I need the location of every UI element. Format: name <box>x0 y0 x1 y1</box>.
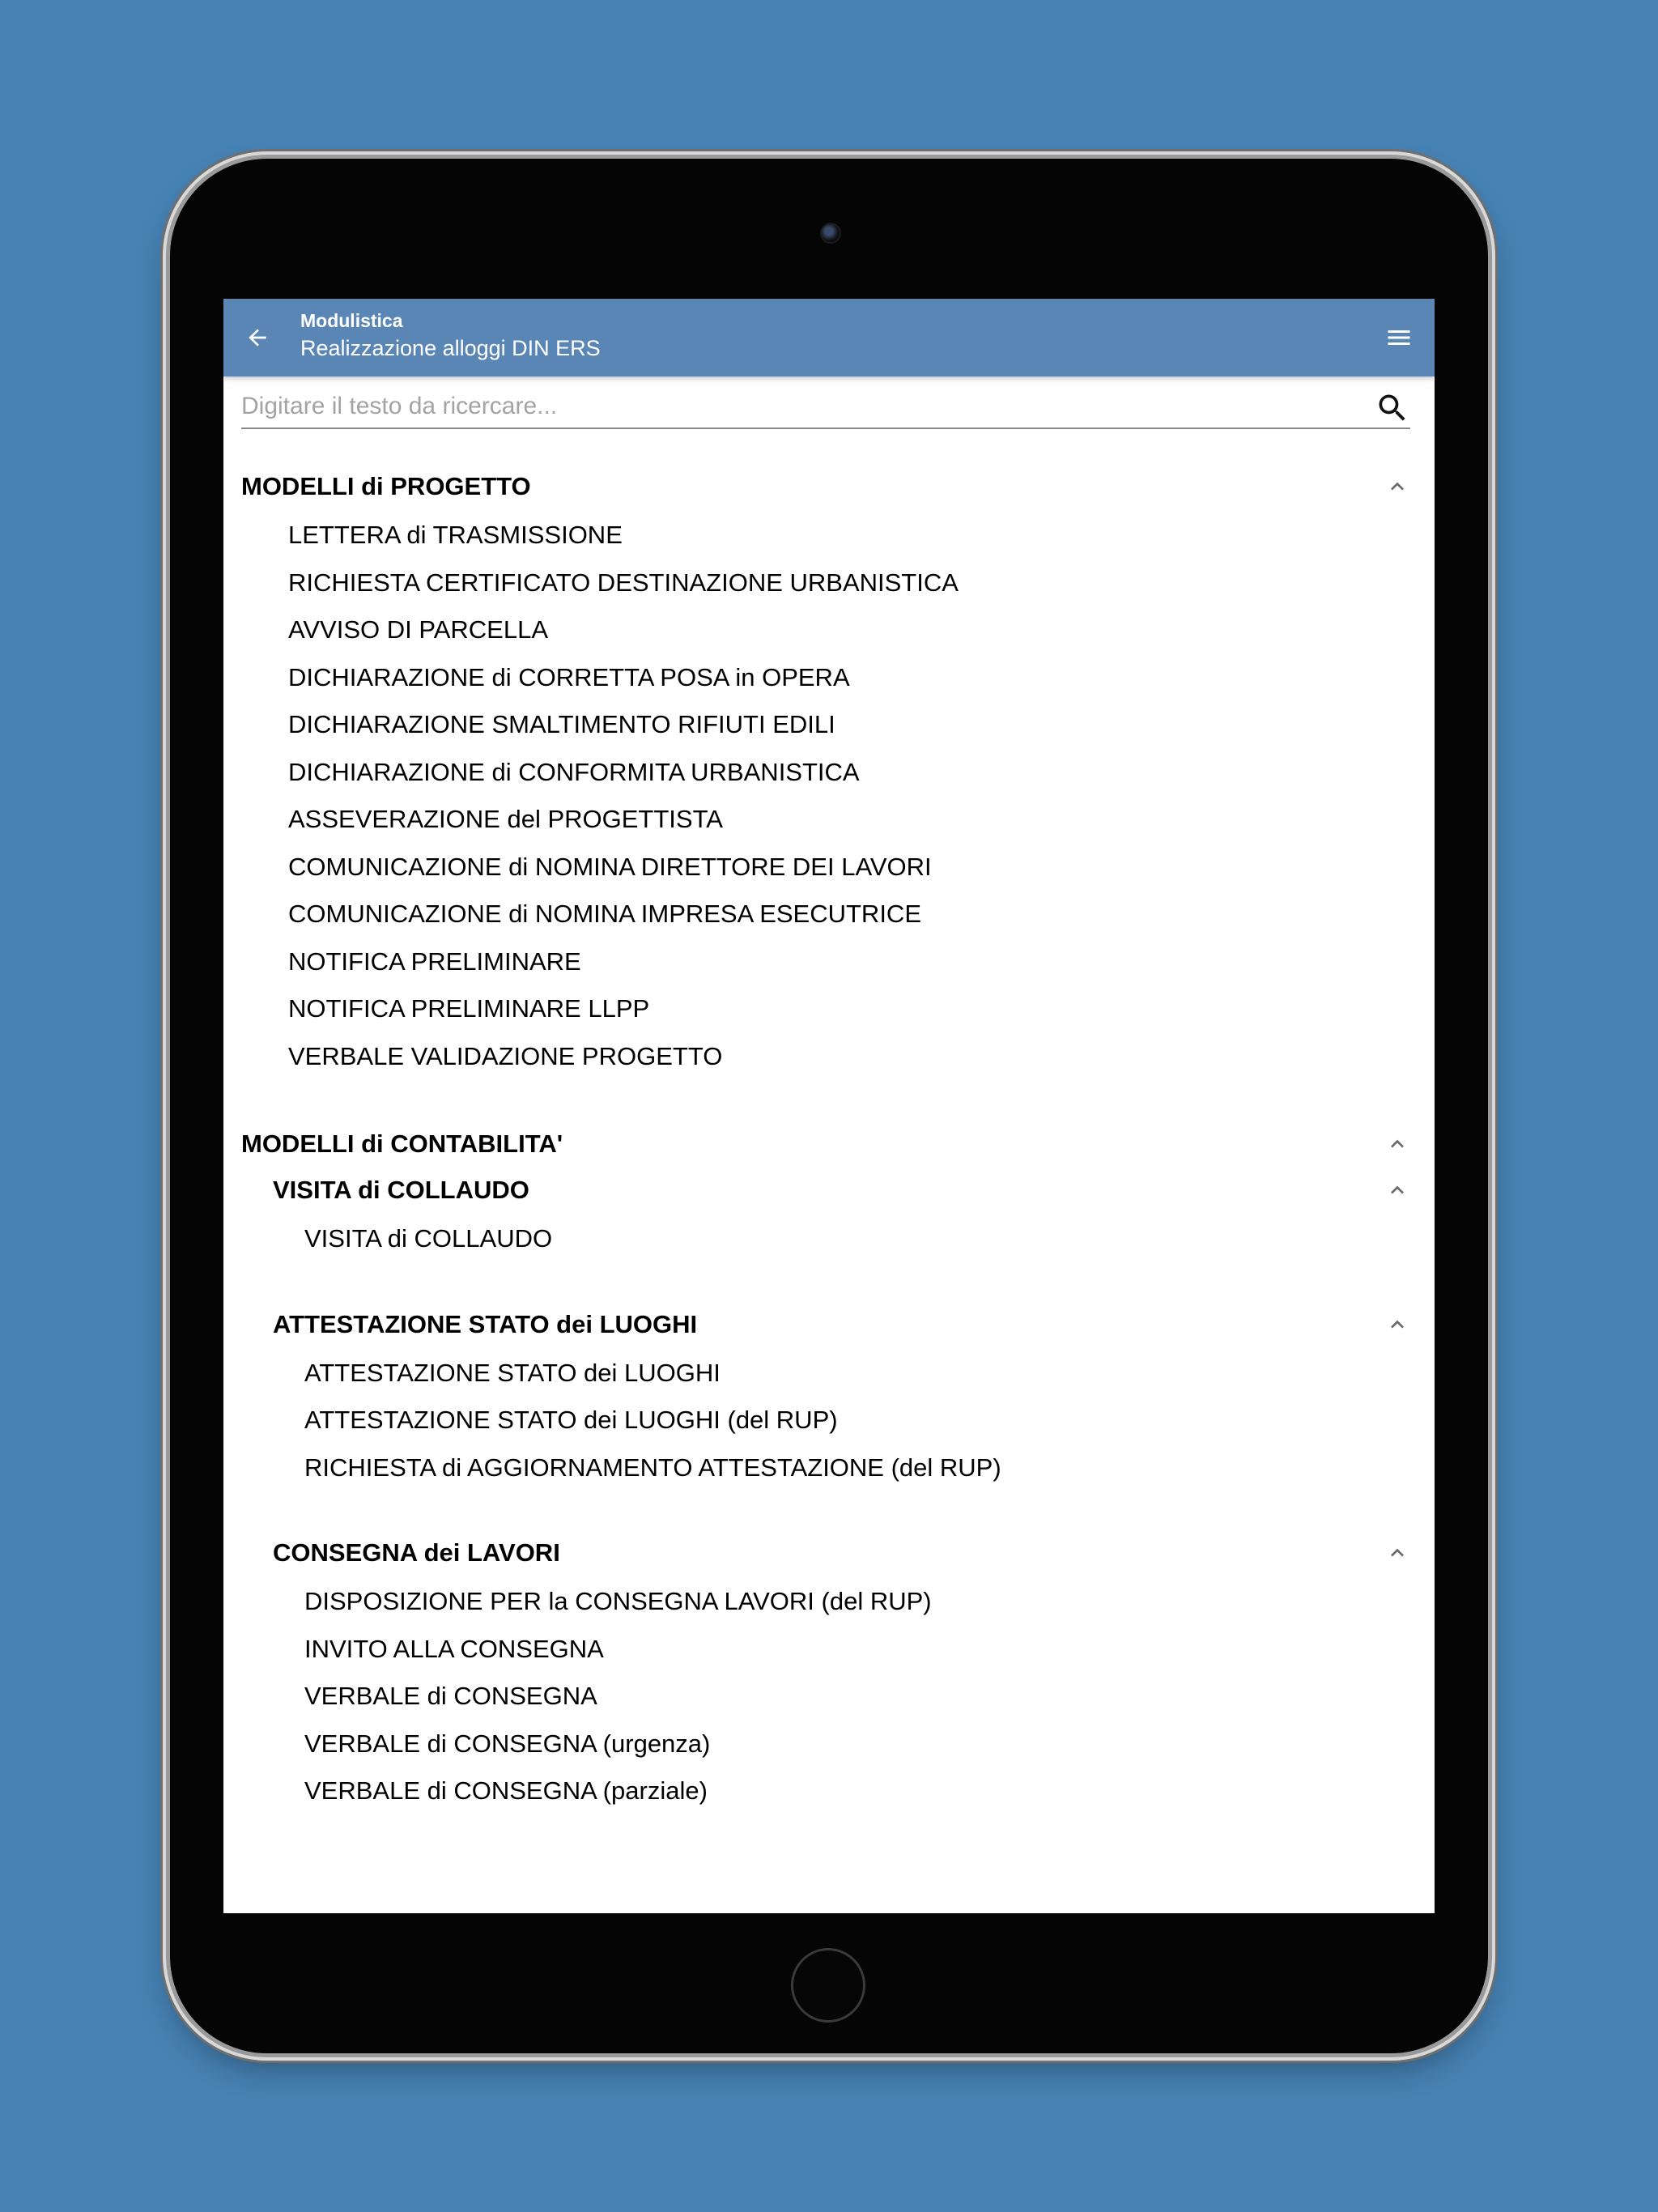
chevron-up-icon[interactable] <box>1384 1131 1410 1157</box>
chevron-up-icon[interactable] <box>1384 1540 1410 1566</box>
subsection-header[interactable] <box>273 1300 1410 1349</box>
list-item[interactable]: COMUNICAZIONE di NOMINA DIRETTORE DEI LAVORI <box>288 852 932 881</box>
app-title: Modulistica <box>300 310 403 331</box>
app-subtitle: Realizzazione alloggi DIN ERS <box>300 336 601 360</box>
subsection-header[interactable] <box>273 1529 1410 1577</box>
list-item[interactable]: DICHIARAZIONE di CONFORMITA URBANISTICA <box>288 757 860 786</box>
section-title: MODELLI di CONTABILITA' <box>241 1129 563 1158</box>
forms-list <box>223 299 1435 1913</box>
app-screen <box>223 299 1435 1913</box>
subsection-title: CONSEGNA dei LAVORI <box>273 1538 560 1567</box>
list-item[interactable]: ATTESTAZIONE STATO dei LUOGHI <box>304 1358 721 1387</box>
section-title: MODELLI di PROGETTO <box>241 472 531 500</box>
list-item[interactable]: ASSEVERAZIONE del PROGETTISTA <box>288 805 723 833</box>
list-item[interactable]: VERBALE di CONSEGNA <box>304 1682 597 1710</box>
front-camera <box>822 224 840 242</box>
list-item[interactable]: DICHIARAZIONE SMALTIMENTO RIFIUTI EDILI <box>288 710 835 738</box>
subsection-title: VISITA di COLLAUDO <box>273 1176 529 1204</box>
section-header[interactable] <box>241 462 1410 511</box>
list-item[interactable]: DICHIARAZIONE di CORRETTA POSA in OPERA <box>288 662 850 691</box>
chevron-up-icon[interactable] <box>1384 1177 1410 1203</box>
home-button[interactable] <box>791 1948 865 2023</box>
section-header[interactable] <box>241 1120 1410 1168</box>
list-item[interactable]: INVITO ALLA CONSEGNA <box>304 1634 604 1663</box>
list-item[interactable]: VERBALE di CONSEGNA (urgenza) <box>304 1729 711 1758</box>
list-item[interactable]: NOTIFICA PRELIMINARE <box>288 946 581 976</box>
chevron-up-icon[interactable] <box>1384 1312 1410 1338</box>
list-item[interactable]: LETTERA di TRASMISSIONE <box>288 521 623 549</box>
list-item[interactable]: RICHIESTA di AGGIORNAMENTO ATTESTAZIONE (del RUP) <box>304 1453 1001 1482</box>
list-item[interactable]: COMUNICAZIONE di NOMINA IMPRESA ESECUTRICE <box>288 900 921 928</box>
subsection-title: ATTESTAZIONE STATO dei LUOGHI <box>273 1309 698 1338</box>
list-item[interactable]: NOTIFICA PRELIMINARE LLPP <box>288 994 650 1023</box>
list-item[interactable]: RICHIESTA CERTIFICATO DESTINAZIONE URBANISTICA <box>288 568 959 597</box>
list-item[interactable]: DISPOSIZIONE PER la CONSEGNA LAVORI (del RUP) <box>304 1587 932 1615</box>
list-item[interactable]: ATTESTAZIONE STATO dei LUOGHI (del RUP) <box>304 1406 838 1434</box>
list-item[interactable]: AVVISO DI PARCELLA <box>288 615 549 644</box>
list-item[interactable]: VISITA di COLLAUDO <box>304 1224 553 1253</box>
list-item[interactable]: VERBALE di CONSEGNA (parziale) <box>304 1776 708 1805</box>
chevron-up-icon[interactable] <box>1384 474 1410 500</box>
list-item[interactable]: VERBALE VALIDAZIONE PROGETTO <box>288 1041 723 1070</box>
subsection-header[interactable] <box>273 1166 1410 1214</box>
